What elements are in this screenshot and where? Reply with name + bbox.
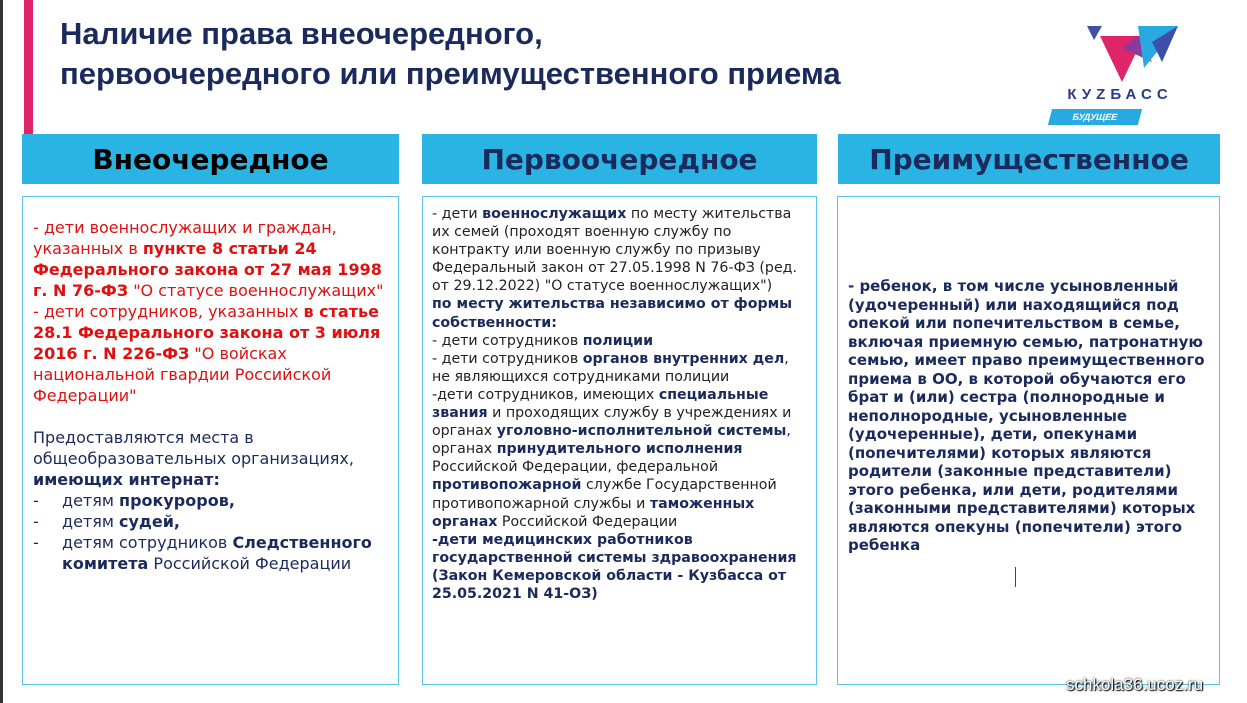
list-item: - детям судей, <box>33 512 180 531</box>
list-item: - детям прокуроров, <box>33 491 235 510</box>
extraordinary-guard-item: - дети сотрудников, указанных в статье 28.1 Федерального закона от 3 июля 2016 г. N 226-ФЗ "О войсках национальной гвардии Российской Федерации" <box>33 302 381 405</box>
preferential-admission-text: - ребенок, в том числе усыновленный (удочеренный) или находящийся под опекой или попечительством в семье, включая приемную семью, патронатную семью, имеет право преимущественного приема в ОО, в которой обучаются его брат и (или) сестра (полнородные и неполнородные, усыновленные (удочеренные), дети, опекунами (попечителями) которых являются родители (законные представители) этого ребенка, или дети, родителями (законными представителями) которых являются опекуны (попечители) этого ребенка <box>848 277 1205 554</box>
extraordinary-military-item: - дети военнослужащих и граждан, указанных в пункте 8 статьи 24 Федерального закона от 27 мая 1998 г. N 76-ФЗ "О статусе военнослужащих" <box>33 218 384 300</box>
logo-triangles-icon <box>1082 22 1182 84</box>
priority-medical-item: -дети медицинских работников государственной системы здравоохранения (Закон Кемеровской области - Кузбасса от 25.05.2021 N 41-ОЗ) <box>432 531 797 602</box>
column-heading-2: Первоочередное <box>422 134 817 184</box>
column-box-3 <box>837 196 1220 685</box>
logo-tagline: БУДУЩЕЕ <box>1048 109 1142 125</box>
priority-special-ranks-item: -дети сотрудников, имеющих специальные звания и проходящих службу в учреждениях и органах уголовно-исполнительной системы, органах принудительного исполнения Российской Федерации, федеральной противопожарной службе Государственной противопожарной службы и таможенных органах Российской Федерации <box>432 386 792 530</box>
priority-residence-heading: по месту жительства независимо от формы собственности: <box>432 296 793 331</box>
priority-military-item: - дети военнослужащих по месту жительства их семей (проходят военную службу по контракту или военную службу по призыву Федеральный закон от 27.05.1998 N 76-ФЗ (ред. от 29.12.2022) "О статусе военнослужащих") <box>432 206 797 295</box>
text-cursor <box>1015 567 1016 587</box>
slide-title <box>60 14 1020 94</box>
column-heading-3: Преимущественное <box>838 134 1220 184</box>
kuzbass-logo <box>1040 22 1220 132</box>
slide-title-line2: первоочередного или преимущественного приема <box>60 56 841 91</box>
column-heading-1: Внеочередное <box>22 134 399 184</box>
slide-title-line1: Наличие права внеочередного, <box>60 16 543 51</box>
logo-wordmark: КУZБАСС <box>1067 86 1173 103</box>
column-box-1 <box>22 196 399 685</box>
priority-police-item: - дети сотрудников полиции <box>432 332 654 349</box>
slide-frame-edge <box>0 0 3 703</box>
list-item: - детям сотрудников Следственного комитета Российской Федерации <box>33 533 372 573</box>
column-box-2 <box>422 196 817 685</box>
boarding-school-intro: Предоставляются места в общеобразовательных организациях, имеющих интернат: <box>33 428 354 489</box>
priority-internal-affairs-item: - дети сотрудников органов внутренних дел, не являющихся сотрудниками полиции <box>432 350 789 385</box>
boarding-school-list <box>33 490 388 574</box>
title-accent-bar <box>24 0 33 134</box>
site-watermark: schkola36.ucoz.ru <box>1066 675 1204 694</box>
